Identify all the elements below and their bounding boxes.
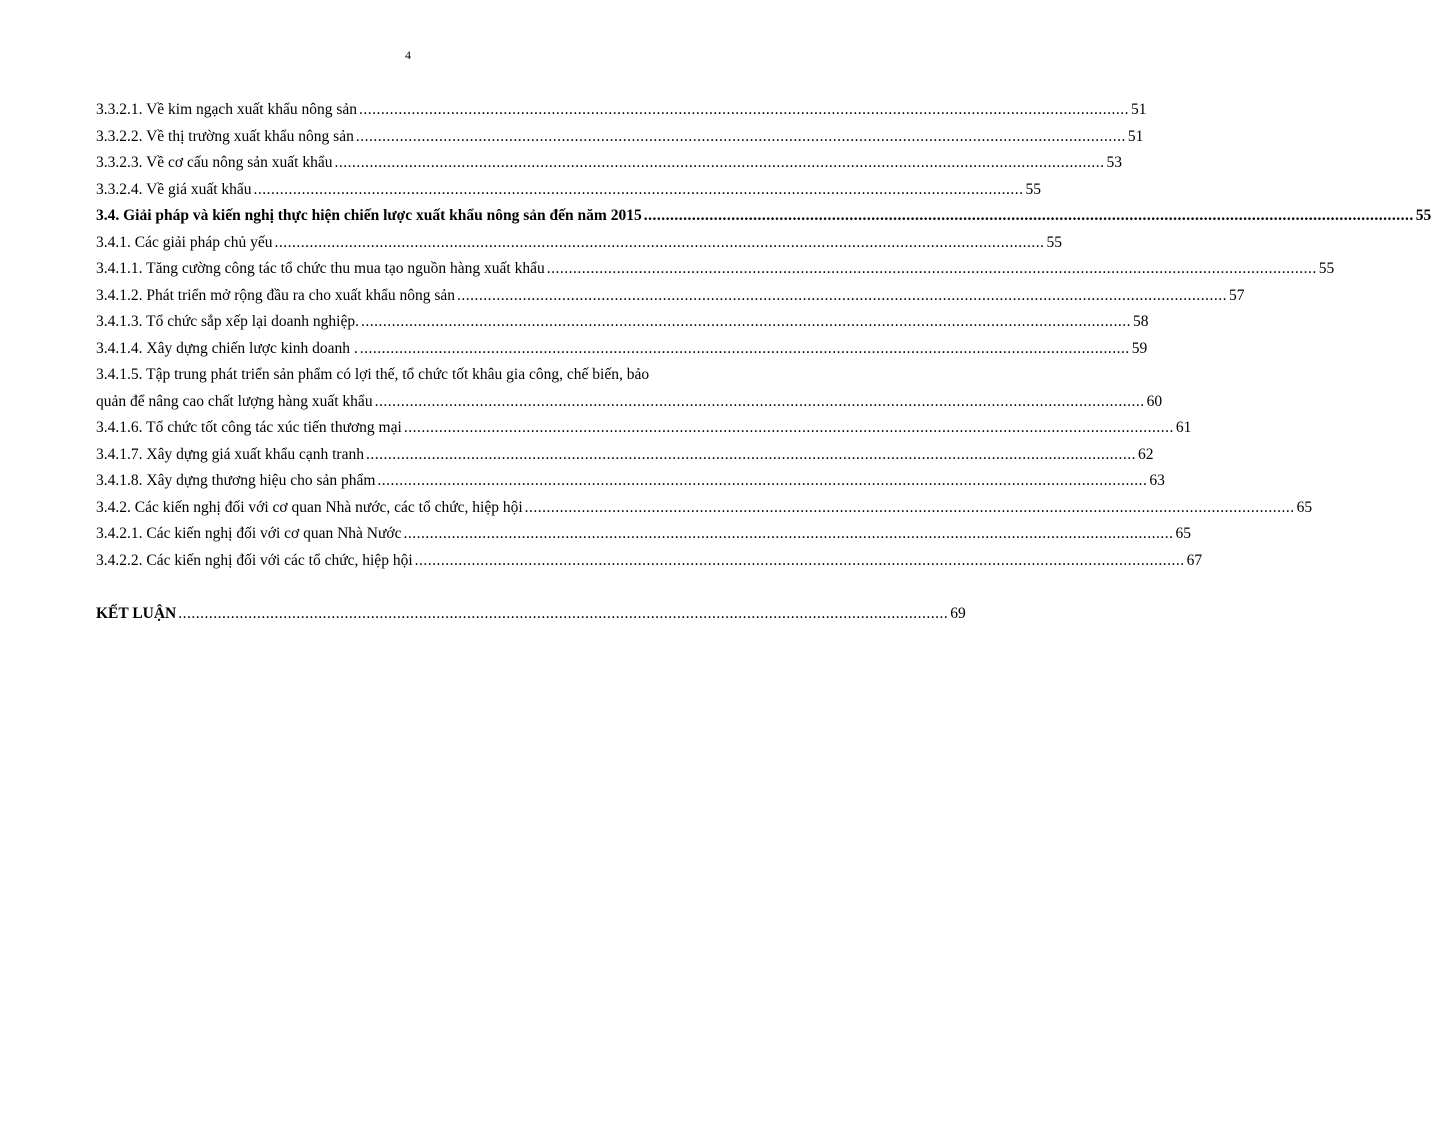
toc-entry-page: 55 xyxy=(1046,233,1062,251)
toc-leader-dots: ................................................................................................................................................................................ xyxy=(403,525,1174,542)
toc-entry-label: 3.4.2.1. Các kiến nghị đối với cơ quan Nhà Nước xyxy=(96,525,402,542)
toc-entry-label-line1: 3.4.1.5. Tập trung phát triển sản phẩm có lợi thế, tổ chức tốt khâu gia công, chế biến, bảo xyxy=(96,366,650,383)
toc-entry-label: 3.4. Giải pháp và kiến nghị thực hiện chiến lược xuất khẩu nông sản đến năm 2015 xyxy=(96,207,642,224)
toc-entry xyxy=(96,286,1245,306)
toc-entry-page: 65 xyxy=(1175,525,1191,542)
toc-conclusion-label: KẾT LUẬN xyxy=(96,604,177,622)
toc-entry-label-line2: quản để nâng cao chất lượng hàng xuất khẩu xyxy=(96,392,373,410)
toc-entry-page: 55 xyxy=(1025,180,1042,198)
toc-entry-page: 51 xyxy=(1131,101,1147,118)
toc-entry-label: 3.4.1.2. Phát triển mở rộng đầu ra cho xuất khẩu nông sản xyxy=(96,286,456,304)
toc-entry-page: 67 xyxy=(1186,551,1203,569)
toc-entry-page: 63 xyxy=(1149,472,1165,489)
toc-entry-page: 62 xyxy=(1137,445,1154,463)
toc-leader-dots: ................................................................................................................................................................................ xyxy=(457,286,1228,304)
toc-entry-label: 3.4.1.1. Tăng cường công tác tổ chức thu mua tạo nguồn hàng xuất khẩu xyxy=(96,260,545,277)
toc-section-heading xyxy=(96,206,1431,226)
toc-entry xyxy=(96,445,1154,465)
toc-leader-dots: ................................................................................................................................................................................ xyxy=(359,101,1130,118)
toc-entry xyxy=(96,259,1335,279)
toc-entry-label: 3.4.1.8. Xây dựng thương hiệu cho sản phẩm xyxy=(96,472,376,489)
toc-entry-page: 53 xyxy=(1106,154,1122,171)
toc-entry xyxy=(96,418,1192,438)
toc-entry-page: 65 xyxy=(1296,498,1313,516)
toc-conclusion-page: 69 xyxy=(950,604,966,622)
toc-entry-page: 60 xyxy=(1146,392,1163,410)
table-of-contents xyxy=(96,100,1431,630)
toc-entry-label: 3.3.2.3. Về cơ cấu nông sản xuất khẩu xyxy=(96,154,333,171)
toc-entry-label: 3.4.2.2. Các kiến nghị đối với các tổ chức, hiệp hội xyxy=(96,551,413,569)
toc-entry xyxy=(96,471,1165,491)
toc-leader-dots: ................................................................................................................................................................................ xyxy=(374,392,1145,410)
toc-entry-label: 3.4.1. Các giải pháp chủ yếu xyxy=(96,233,273,251)
toc-entry-page: 61 xyxy=(1175,419,1192,436)
toc-entry-page: 57 xyxy=(1229,286,1245,304)
toc-leader-dots: ................................................................................................................................................................................ xyxy=(546,260,1317,277)
page-number: 4 xyxy=(405,48,411,62)
toc-entry-label: 3.4.1.6. Tổ chức tốt công tác xúc tiến thương mại xyxy=(96,419,402,436)
toc-leader-dots: ................................................................................................................................................................................ xyxy=(524,498,1295,516)
toc-entry-page: 51 xyxy=(1127,127,1144,145)
toc-entry xyxy=(96,498,1313,518)
toc-leader-dots: ................................................................................................................................................................................ xyxy=(334,154,1105,171)
toc-entry xyxy=(96,524,1191,544)
toc-leader-dots: ................................................................................................................................................................................ xyxy=(365,445,1136,463)
toc-entry-label: 3.3.2.4. Về giá xuất khẩu xyxy=(96,180,252,198)
toc-entry-label: 3.3.2.2. Về thị trường xuất khẩu nông sản xyxy=(96,127,354,145)
toc-entry xyxy=(96,233,1062,253)
toc-leader-dots: ................................................................................................................................................................................ xyxy=(359,339,1130,357)
toc-entry-label: 3.3.2.1. Về kim ngạch xuất khẩu nông sản xyxy=(96,101,358,118)
toc-entry-page: 55 xyxy=(1318,260,1335,277)
toc-leader-dots: ................................................................................................................................................................................ xyxy=(360,313,1131,330)
toc-entry-label: 3.4.1.7. Xây dựng giá xuất khẩu cạnh tranh xyxy=(96,445,364,463)
toc-leader-dots: ................................................................................................................................................................................ xyxy=(377,472,1148,489)
toc-leader-dots: ................................................................................................................................................................................ xyxy=(414,551,1185,569)
toc-entry-label: 3.4.1.3. Tổ chức sắp xếp lại doanh nghiệp. xyxy=(96,313,359,330)
toc-entry xyxy=(96,180,1042,200)
toc-leader-dots: ................................................................................................................................................................................ xyxy=(253,180,1024,198)
toc-leader-dots: ................................................................................................................................................................................ xyxy=(274,233,1045,251)
toc-entry xyxy=(96,153,1122,173)
toc-entry-multiline xyxy=(96,365,1163,412)
toc-entry-page: 55 xyxy=(1415,207,1431,224)
toc-entry xyxy=(96,551,1203,571)
toc-entry-page: 59 xyxy=(1131,339,1148,357)
toc-entry xyxy=(96,100,1147,120)
toc-entry xyxy=(96,127,1144,147)
toc-entry-page: 58 xyxy=(1132,313,1149,330)
toc-entry xyxy=(96,339,1148,359)
toc-leader-dots: ................................................................................................................................................................................ xyxy=(178,604,949,622)
toc-entry xyxy=(96,312,1149,332)
toc-leader-dots: ................................................................................................................................................................................ xyxy=(355,127,1126,145)
toc-entry-label: 3.4.1.4. Xây dựng chiến lược kinh doanh . xyxy=(96,339,358,357)
toc-leader-dots: ................................................................................................................................................................................ xyxy=(403,419,1174,436)
toc-leader-dots: ................................................................................................................................................................................ xyxy=(643,207,1414,224)
toc-conclusion xyxy=(96,604,966,624)
toc-entry-label: 3.4.2. Các kiến nghị đối với cơ quan Nhà nước, các tổ chức, hiệp hội xyxy=(96,498,523,516)
